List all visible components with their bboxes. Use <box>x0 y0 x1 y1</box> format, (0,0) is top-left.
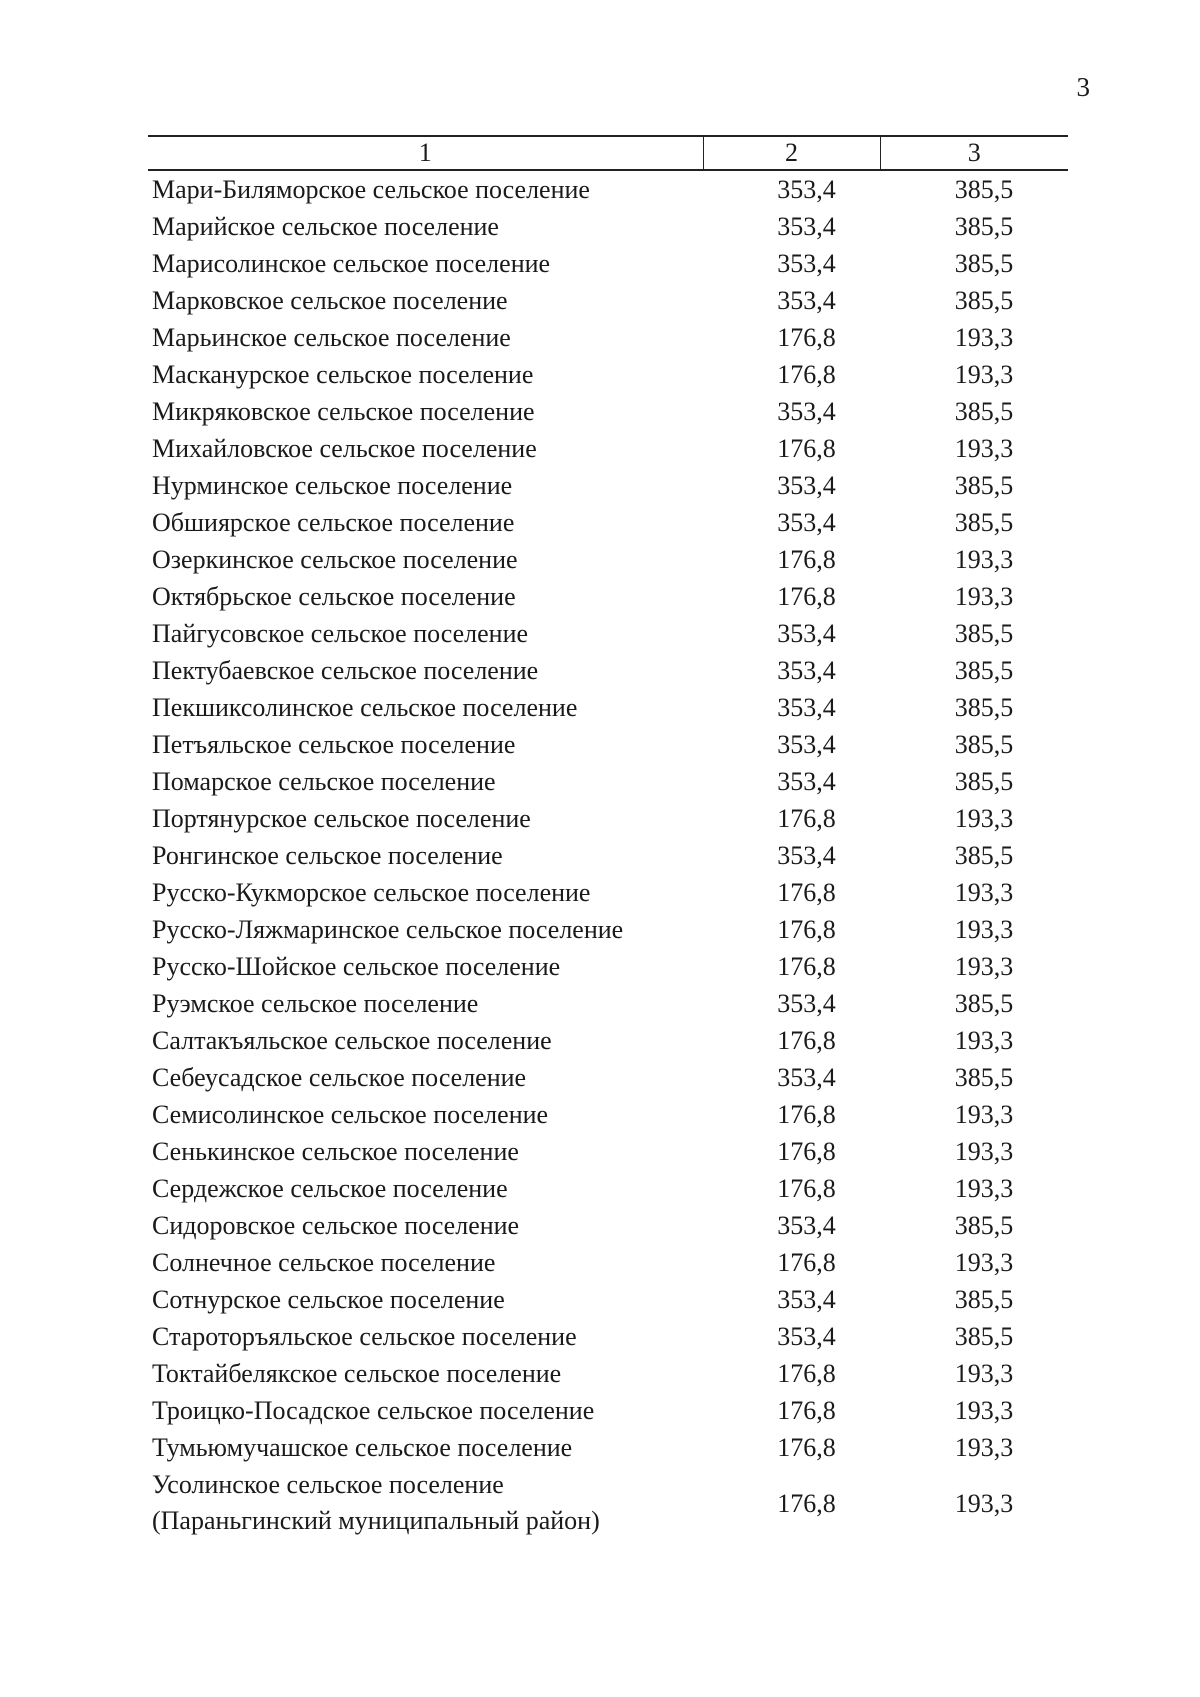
settlement-name <box>148 1466 703 1540</box>
table-row <box>148 1466 1068 1540</box>
table-row <box>148 726 1068 763</box>
value-col-2: 353,4 <box>777 656 836 685</box>
value-col-2: 353,4 <box>777 693 836 722</box>
settlement-name: Себеусадское сельское поселение <box>152 1063 527 1092</box>
header-col-2: 2 <box>703 136 880 170</box>
value-col-2: 176,8 <box>777 1026 836 1055</box>
table-row <box>148 837 1068 874</box>
header-col-3: 3 <box>880 136 1068 170</box>
table-row <box>148 985 1068 1022</box>
settlement-name: Русско-Шойское сельское поселение <box>152 952 561 981</box>
settlement-name: Староторъяльское сельское поселение <box>152 1322 577 1351</box>
settlement-name: Озеркинское сельское поселение <box>152 545 518 574</box>
settlement-name: Троицко-Посадское сельское поселение <box>152 1396 595 1425</box>
settlement-name: Сердежское сельское поселение <box>152 1174 508 1203</box>
settlement-name: Масканурское сельское поселение <box>152 360 534 389</box>
value-col-3: 193,3 <box>954 1433 1014 1462</box>
table-row <box>148 504 1068 541</box>
value-col-3: 193,3 <box>954 434 1014 463</box>
value-col-2: 176,8 <box>777 952 836 981</box>
value-col-2: 353,4 <box>777 249 836 278</box>
value-col-2: 353,4 <box>777 1211 836 1240</box>
settlement-name: Октябрьское сельское поселение <box>152 582 516 611</box>
value-col-3: 385,5 <box>954 989 1014 1018</box>
value-col-2: 353,4 <box>777 508 836 537</box>
value-col-2: 176,8 <box>777 1248 836 1277</box>
value-col-3: 193,3 <box>954 1100 1014 1129</box>
value-col-3: 193,3 <box>954 582 1014 611</box>
table-header <box>148 136 1068 170</box>
settlement-name: Сидоровское сельское поселение <box>152 1211 520 1240</box>
value-col-3: 385,5 <box>954 1211 1014 1240</box>
settlement-name-line-1: Усолинское сельское поселение <box>152 1470 504 1499</box>
value-col-2: 176,8 <box>777 360 836 389</box>
table-row <box>148 319 1068 356</box>
settlement-name: Русско-Кукморское сельское поселение <box>152 878 591 907</box>
settlement-name: Михайловское сельское поселение <box>152 434 537 463</box>
page-number: 3 <box>1076 72 1090 102</box>
value-col-2: 176,8 <box>777 915 836 944</box>
table-row <box>148 1022 1068 1059</box>
value-col-2: 353,4 <box>777 1322 836 1351</box>
value-col-2: 176,8 <box>777 878 836 907</box>
table-body <box>148 170 1068 1540</box>
settlement-name: Марисолинское сельское поселение <box>152 249 551 278</box>
value-col-2: 176,8 <box>777 1396 836 1425</box>
value-col-3: 193,3 <box>954 1359 1014 1388</box>
settlement-name-line-2: (Параньгинский муниципальный район) <box>152 1506 600 1535</box>
header-col-1: 1 <box>148 136 703 170</box>
settlement-name: Портянурское сельское поселение <box>152 804 531 833</box>
table-row <box>148 541 1068 578</box>
table-row <box>148 1355 1068 1392</box>
value-col-2: 176,8 <box>777 1433 836 1462</box>
table-row <box>148 467 1068 504</box>
value-col-3: 385,5 <box>954 1285 1014 1314</box>
table-row <box>148 689 1068 726</box>
value-col-3: 193,3 <box>954 804 1014 833</box>
settlements-table <box>148 135 1068 1540</box>
table-row <box>148 652 1068 689</box>
value-col-3: 193,3 <box>954 1026 1014 1055</box>
value-col-3: 385,5 <box>954 1322 1014 1351</box>
value-col-2: 353,4 <box>777 989 836 1018</box>
settlement-name: Петъяльское сельское поселение <box>152 730 516 759</box>
value-col-3: 385,5 <box>954 730 1014 759</box>
value-col-3: 193,3 <box>954 1396 1014 1425</box>
value-col-3: 193,3 <box>954 952 1014 981</box>
table-row <box>148 356 1068 393</box>
value-col-3: 385,5 <box>954 656 1014 685</box>
table-row <box>148 1244 1068 1281</box>
table-row <box>148 430 1068 467</box>
table-row <box>148 763 1068 800</box>
settlement-name: Пекшиксолинское сельское поселение <box>152 693 578 722</box>
value-col-2: 176,8 <box>777 1488 836 1518</box>
table-row <box>148 1207 1068 1244</box>
value-col-3: 385,5 <box>954 286 1014 315</box>
value-col-3: 385,5 <box>954 175 1014 204</box>
settlement-name: Помарское сельское поселение <box>152 767 496 796</box>
table-row <box>148 874 1068 911</box>
settlement-name: Сенькинское сельское поселение <box>152 1137 519 1166</box>
table-row <box>148 282 1068 319</box>
header-row <box>148 136 1068 170</box>
settlement-name: Ронгинское сельское поселение <box>152 841 503 870</box>
value-col-2: 176,8 <box>777 1137 836 1166</box>
value-col-3: 385,5 <box>954 619 1014 648</box>
settlement-name: Солнечное сельское поселение <box>152 1248 496 1277</box>
table-row <box>148 948 1068 985</box>
table-row <box>148 1096 1068 1133</box>
value-col-2: 353,4 <box>777 175 836 204</box>
value-col-3: 385,5 <box>954 693 1014 722</box>
value-col-2: 176,8 <box>777 1100 836 1129</box>
settlement-name: Марийское сельское поселение <box>152 212 499 241</box>
value-col-3: 385,5 <box>954 841 1014 870</box>
value-col-3: 193,3 <box>954 1248 1014 1277</box>
table-row <box>148 1392 1068 1429</box>
value-col-2: 353,4 <box>777 767 836 796</box>
value-col-2: 353,4 <box>777 619 836 648</box>
table-row <box>148 578 1068 615</box>
table-row <box>148 393 1068 430</box>
settlement-name: Микряковское сельское поселение <box>152 397 535 426</box>
value-col-3: 193,3 <box>954 360 1014 389</box>
value-col-3: 193,3 <box>954 915 1014 944</box>
value-col-3: 193,3 <box>954 1137 1014 1166</box>
table-row <box>148 800 1068 837</box>
table-row <box>148 245 1068 282</box>
value-col-2: 176,8 <box>777 434 836 463</box>
value-col-3: 385,5 <box>954 212 1014 241</box>
table-row <box>148 1059 1068 1096</box>
value-col-2: 176,8 <box>777 545 836 574</box>
value-col-3: 385,5 <box>954 1063 1014 1092</box>
table-row <box>148 1133 1068 1170</box>
settlement-name: Руэмское сельское поселение <box>152 989 479 1018</box>
value-col-3: 385,5 <box>954 397 1014 426</box>
value-col-2: 353,4 <box>777 397 836 426</box>
table-row <box>148 170 1068 208</box>
value-col-3: 385,5 <box>954 249 1014 278</box>
value-col-3: 193,3 <box>954 545 1014 574</box>
value-col-2: 176,8 <box>777 804 836 833</box>
table-row <box>148 1429 1068 1466</box>
value-col-3: 193,3 <box>954 878 1014 907</box>
settlement-name: Марковское сельское поселение <box>152 286 508 315</box>
table-row <box>148 1318 1068 1355</box>
value-col-3: 385,5 <box>954 508 1014 537</box>
value-col-2: 176,8 <box>777 323 836 352</box>
settlement-name: Тумьюмучашское сельское поселение <box>152 1433 573 1462</box>
table-row <box>148 208 1068 245</box>
value-col-2: 176,8 <box>777 1359 836 1388</box>
value-col-2: 353,4 <box>777 471 836 500</box>
settlement-name: Семисолинское сельское поселение <box>152 1100 549 1129</box>
value-col-3: 193,3 <box>954 1174 1014 1203</box>
settlement-name: Пайгусовское сельское поселение <box>152 619 529 648</box>
settlement-name: Русско-Ляжмаринское сельское поселение <box>152 915 624 944</box>
table-row <box>148 1170 1068 1207</box>
settlement-name: Пектубаевское сельское поселение <box>152 656 539 685</box>
settlement-name: Салтакъяльское сельское поселение <box>152 1026 552 1055</box>
value-col-2: 176,8 <box>777 582 836 611</box>
value-col-2: 353,4 <box>777 1285 836 1314</box>
settlement-name: Марьинское сельское поселение <box>152 323 511 352</box>
value-col-2: 353,4 <box>777 841 836 870</box>
value-col-2: 353,4 <box>777 286 836 315</box>
table-row <box>148 615 1068 652</box>
value-col-2: 353,4 <box>777 730 836 759</box>
value-col-3: 385,5 <box>954 767 1014 796</box>
value-col-3: 193,3 <box>954 1488 1014 1518</box>
value-col-2: 353,4 <box>777 212 836 241</box>
settlement-name: Мари-Биляморское сельское поселение <box>152 175 590 204</box>
settlement-name: Нурминское сельское поселение <box>152 471 513 500</box>
settlement-name: Обшиярское сельское поселение <box>152 508 515 537</box>
value-col-2: 176,8 <box>777 1174 836 1203</box>
table-row <box>148 911 1068 948</box>
value-col-3: 193,3 <box>954 323 1014 352</box>
value-col-3: 385,5 <box>954 471 1014 500</box>
settlement-name: Токтайбелякское сельское поселение <box>152 1359 562 1388</box>
value-col-2: 353,4 <box>777 1063 836 1092</box>
table-row <box>148 1281 1068 1318</box>
settlement-name: Сотнурское сельское поселение <box>152 1285 505 1314</box>
